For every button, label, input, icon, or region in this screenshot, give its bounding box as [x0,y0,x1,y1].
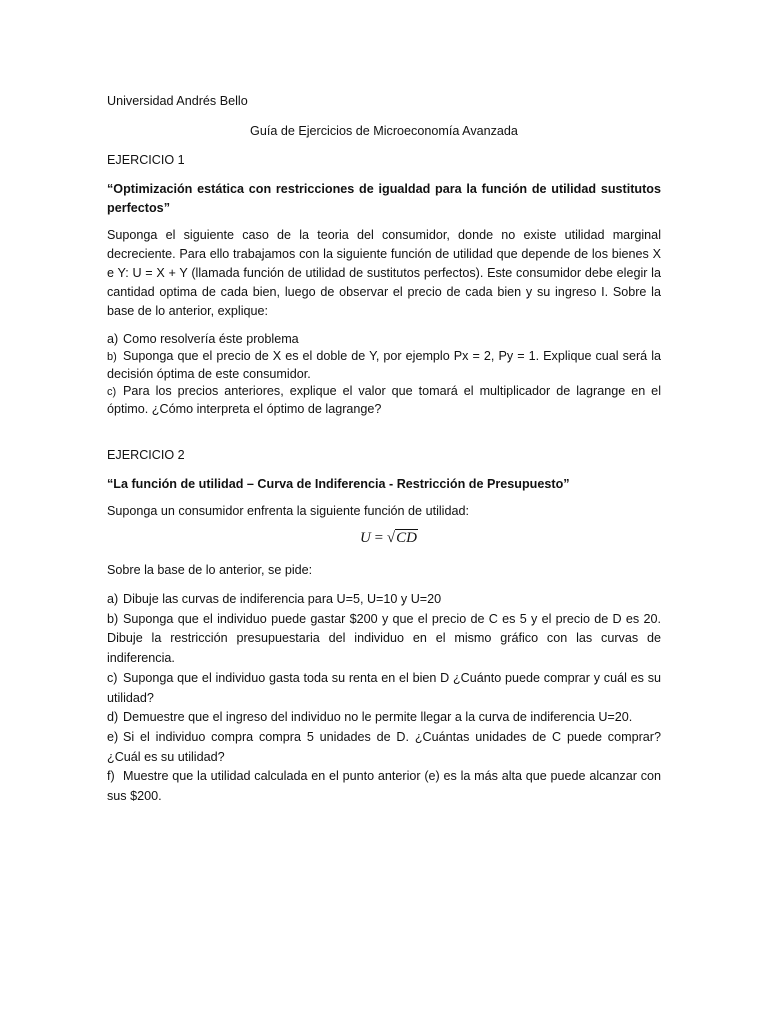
exercise-2-subtitle: “La función de utilidad – Curva de Indiferencia - Restricción de Presupuesto” [107,477,570,491]
list-item [107,708,661,728]
list-item-text: Como resolvería éste problema [123,332,299,346]
list-item [107,728,661,767]
exercise-1-intro: Suponga el siguiente caso de la teoria del consumidor, donde no existe utilidad marginal decreciente. Para ello trabajamos con la siguiente función de utilidad que depende de los bienes X e Y: U = X + Y (llamada función de utilidad de sustitutos perfectos). Este consumidor debe elegir la cantidad optima de cada bien, luego de observar el precio de cada bien y su ingreso I. Sobre la base de lo anterior, explique: [107,228,661,318]
list-item [107,383,661,418]
exercise-1-subtitle: “Optimización estática con restricciones de igualdad para la función de utilidad sustitutos perfectos” [107,182,661,215]
list-item-text: Demuestre que el ingreso del individuo no le permite llegar a la curva de indiferencia U=20. [123,710,633,725]
list-item-text: Dibuje las curvas de indiferencia para U=5, U=10 y U=20 [123,592,442,606]
formula-equals: = [370,530,387,546]
formula-radicand: CD [396,530,417,546]
utility-formula [117,529,661,548]
list-item [107,767,661,806]
exercise-1-list [107,331,661,418]
list-marker: a) [107,592,119,606]
list-item-text: Para los precios anteriores, explique el valor que tomará el multiplicador de lagrange en el óptimo. ¿Cómo interpreta el óptimo de lagrange? [107,384,661,416]
university-name: Universidad Andrés Bello [107,94,248,108]
formula-lhs: U [360,530,371,546]
exercise-2-intro: Suponga un consumidor enfrenta la siguiente función de utilidad: [107,504,469,518]
list-item [107,331,661,348]
list-item-text: Suponga que el precio de X es el doble de Y, por ejemplo Px = 2, Py = 1. Explique cual será la decisión óptima de este consumidor. [107,349,661,381]
exercise-2-heading: EJERCICIO 2 [107,448,185,462]
list-marker: a) [107,332,119,346]
list-item [107,590,661,610]
list-marker: f) [107,769,115,784]
guide-title: Guía de Ejercicios de Microeconomía Avanzada [250,124,518,138]
list-item-text: Muestre que la utilidad calculada en el punto anterior (e) es la más alta que puede alcanzar con sus $200. [107,769,661,804]
sqrt-icon: √ [386,530,396,546]
list-item [107,669,661,708]
list-item [107,348,661,383]
list-item-text: Suponga que el individuo gasta toda su renta en el bien D ¿Cuánto puede comprar y cuál es su utilidad? [107,670,661,705]
exercise-2-list [107,590,661,807]
list-item-text: Si el individuo compra compra 5 unidades de D. ¿Cuántas unidades de C puede comprar? ¿Cuál es su utilidad? [107,729,661,764]
list-marker: c) [107,670,118,685]
list-marker: b) [107,611,119,626]
exercise-1-heading: EJERCICIO 1 [107,153,185,167]
list-marker: e) [107,729,119,744]
document-page [107,92,661,807]
list-item-text: Suponga que el individuo puede gastar $200 y que el precio de C es 5 y el precio de D es 20. Dibuje la restricción presupuestaria del individuo en el mismo gráfico con las curvas de indiferencia. [107,611,661,666]
list-item [107,610,661,669]
exercise-2-lead: Sobre la base de lo anterior, se pide: [107,563,313,577]
list-marker: d) [107,710,119,725]
list-marker: b) [107,351,117,363]
list-marker: c) [107,386,117,398]
